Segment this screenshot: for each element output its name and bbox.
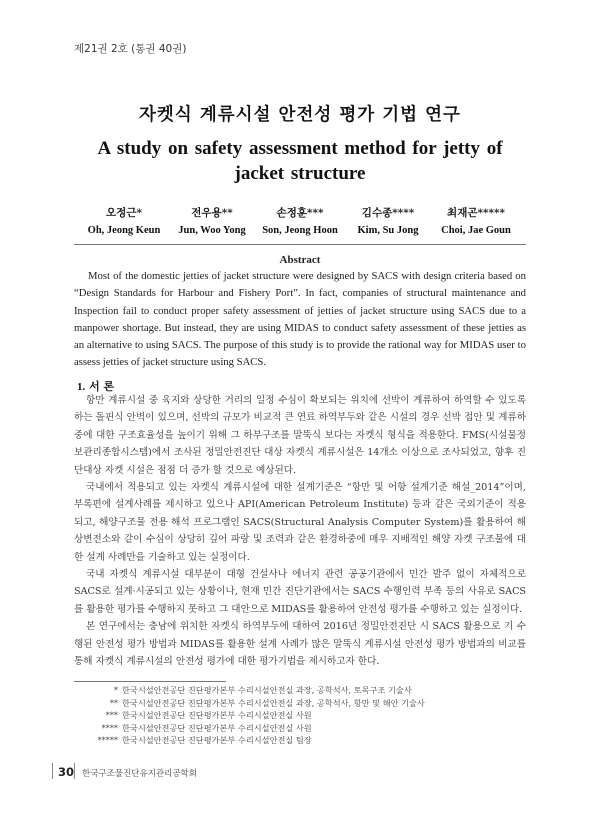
header-divider xyxy=(74,244,526,245)
section-title: 서 론 xyxy=(89,380,115,393)
author-korean-name: 김수종**** xyxy=(361,207,415,219)
author xyxy=(256,205,344,236)
footnote-text: 한국시설안전공단 진단평가본부 수리시설안전실 사원 xyxy=(122,722,312,733)
author xyxy=(432,205,520,236)
footnotes xyxy=(74,684,425,747)
author-english-name: Oh, Jeong Keun xyxy=(87,225,161,236)
footnote-divider xyxy=(74,681,226,682)
footnote xyxy=(74,722,425,735)
abstract-heading: Abstract xyxy=(279,254,321,266)
footnote-text: 한국시설안전공단 진단평가본부 수리시설안전실 사원 xyxy=(122,710,312,721)
abstract-text: Most of the domestic jetties of jacket structure were designed by SACS with design criteria based on “Design Standards for Harbour and Fishery Port”. In fact, companies of structural maintenance and Inspection fail to conduct proper safety assessment of jetties of jacket structure using SACS due to a manpower shortage. But instead, they are using MIDAS to conduct safety assessment of these jetties as an alternative to using SACS. The purpose of this study is to provide the rational way for MIDAS user to assess jetties of jacket structure using SACS. xyxy=(74,270,526,369)
page-number: 30 xyxy=(58,765,75,779)
footnote-text: 한국시설안전공단 진단평가본부 수리시설안전실 과장, 공학석사, 항만 및 해안 기술사 xyxy=(122,697,425,708)
author-korean-name: 전우용** xyxy=(191,207,233,219)
author-korean-name: 오정근* xyxy=(106,207,142,219)
body-paragraph: 국내 자켓식 계류시설 대부분이 대형 건설사나 에너지 관련 공공기관에서 민간 발주 없이 자체적으로 SACS로 설계·시공되고 있는 상황이나, 현재 민간 진단기관에서는 SACS 수행인력 부족 등의 사유로 SACS를 활용한 평가를 수행하지 못하고 그 대안으로 MIDAS를 활용하여 안전성 평가를 수행하고 있는 실정이다. xyxy=(74,569,526,615)
journal-name: 한국구조물진단유지관리공학회 xyxy=(82,769,197,779)
footnote xyxy=(74,697,425,710)
footnote-text: 한국시설안전공단 진단평가본부 수리시설안전실 팀장 xyxy=(122,735,312,746)
english-title: A study on safety assessment method for jetty of jacket structure xyxy=(97,138,503,184)
author-english-name: Choi, Jae Goun xyxy=(441,225,511,236)
author-english-name: Son, Jeong Hoon xyxy=(262,225,338,236)
author-english-name: Jun, Woo Yong xyxy=(178,225,246,236)
author-english-name: Kim, Su Jong xyxy=(357,225,419,236)
korean-title: 자켓식 계류시설 안전성 평가 기법 연구 xyxy=(139,105,461,125)
footnote-mark: * xyxy=(113,685,118,695)
body-paragraph: 국내에서 적용되고 있는 자켓식 계류시설에 대한 설계기준은 “항만 및 어항 설계기준 해설_2014”이며, 부록편에 설계사례를 제시하고 있으나 API(American Petroleum Institute) 등과 같은 국외기준이 적용되고, 해양구조물 전용 해석 프로그램인 SACS(Structural Analysis Computer System)를 활용하여 해상변전소와 같이 수심이 상당히 깊어 파랑 및 조력과 같은 환경하중에 매우 지배적인 해양 자켓 구조물에 대한 설계 사례만을 기술하고 있는 실정이다. xyxy=(74,482,526,563)
body-paragraph: 항만 계류시설 중 육지와 상당한 거리의 일정 수심이 확보되는 위치에 선박이 계류하여 하역할 수 있도록 하는 돌핀식 안벽이 있으며, 선박의 규모가 비교적 큰 연료 하역부두와 같은 시설의 경우 선박 접안 및 계류하중에 대한 구조효율성을 높이기 위해 그 하부구조를 말뚝식 보다는 자켓식 형식을 적용한다. FMS(시설물정보관리종합시스템)에서 조사된 정밀안전진단 대상 자켓식 계류시설은 14개소 이상으로 조사되었고, 향후 진단대상 자켓 시설은 점점 더 증가 할 것으로 예상된다. xyxy=(74,395,526,476)
author xyxy=(80,205,168,236)
body-paragraph: 본 연구에서는 충남에 위치한 자켓식 하역부두에 대하여 2016년 정밀안전진단 시 SACS 활용으로 기 수행된 안전성 평가 방법과 MIDAS를 활용한 설계 사례가 많은 말뚝식 계류시설 안전성 평가 방법과의 비교를 통해 자켓식 계류시설의 안전성 평가에 대한 평가기법을 제시하고자 한다. xyxy=(74,621,526,668)
footer-divider xyxy=(74,763,75,779)
footnote xyxy=(74,734,425,747)
footnote-mark: ** xyxy=(109,697,118,708)
author xyxy=(344,205,432,236)
author-korean-name: 손정훈*** xyxy=(276,207,324,219)
footnote-mark: **** xyxy=(101,722,118,733)
author-korean-name: 최재곤***** xyxy=(447,207,505,219)
footnote-mark: *** xyxy=(105,710,118,721)
footer-divider xyxy=(52,763,53,779)
issue-header: 제21권 2호 (통권 40권) xyxy=(74,43,187,55)
footnote-text: 한국시설안전공단 진단평가본부 수리시설안전실 과장, 공학석사, 토목구조 기술사 xyxy=(122,685,412,695)
footnote xyxy=(74,709,425,722)
footnote xyxy=(74,684,425,697)
author xyxy=(168,205,256,236)
section-number: 1. xyxy=(77,381,86,393)
footnote-mark: ***** xyxy=(97,735,118,746)
body-text xyxy=(74,392,526,671)
author-list xyxy=(80,205,520,236)
